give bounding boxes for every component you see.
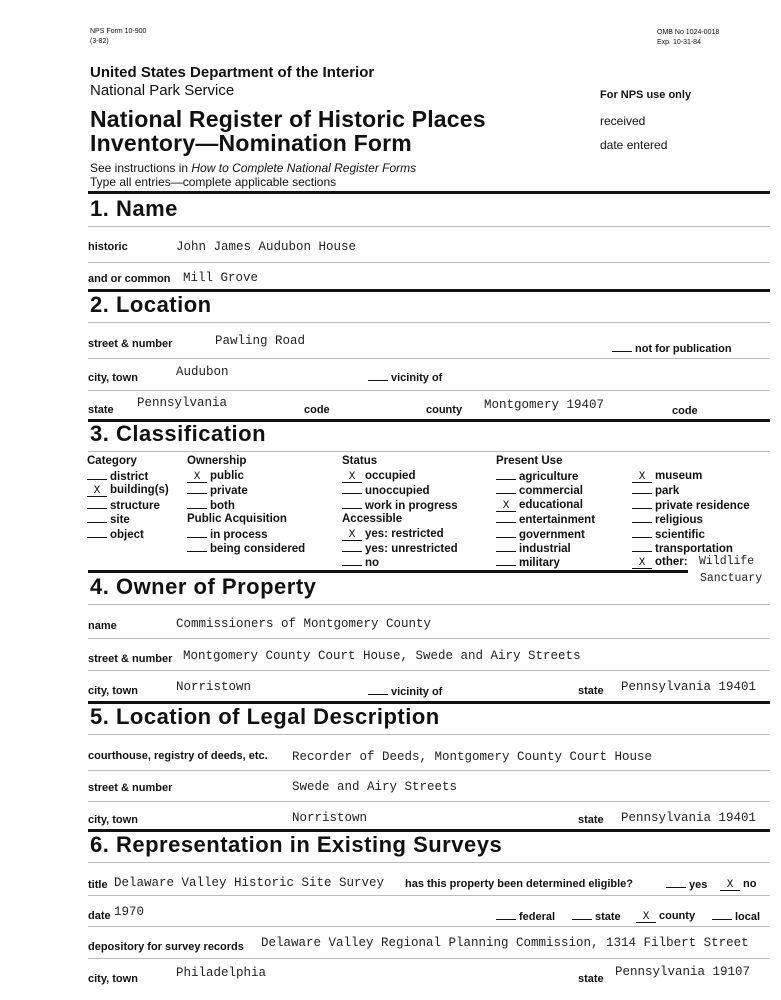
checkbox-acquisition-in-process[interactable] xyxy=(187,528,268,541)
received-label: received xyxy=(600,114,646,128)
level-local[interactable] xyxy=(712,910,760,923)
owner-city-label: city, town xyxy=(88,685,138,697)
checkbox-use-entertainment[interactable] xyxy=(496,513,595,526)
check-mark xyxy=(496,513,516,523)
checkbox-label: public xyxy=(210,470,244,482)
status-heading: Status xyxy=(342,455,378,467)
check-mark xyxy=(632,499,652,509)
checkbox-ownership-private[interactable] xyxy=(187,484,248,497)
checkbox-label: industrial xyxy=(519,543,571,555)
checkbox-category-structure[interactable] xyxy=(87,499,160,512)
check-mark xyxy=(87,470,107,480)
nps-use-only: For NPS use only xyxy=(600,89,692,101)
checkbox-ownership-both[interactable] xyxy=(187,499,235,512)
checkbox-use-industrial[interactable] xyxy=(496,542,571,555)
county-level-label: county xyxy=(659,910,696,922)
checkbox-label: educational xyxy=(519,498,583,511)
check-mark xyxy=(187,542,207,552)
checkbox-category-district[interactable] xyxy=(87,470,148,483)
checkbox-label: object xyxy=(110,528,144,541)
check-mark: X xyxy=(496,502,516,512)
vicinity-label: vicinity of xyxy=(391,372,443,384)
yes-label: yes xyxy=(689,879,708,891)
survey-city-field[interactable]: Philadelphia xyxy=(176,966,267,980)
owner-name-label: name xyxy=(88,620,117,632)
legal-state-label: state xyxy=(578,814,604,826)
checkbox-label: occupied xyxy=(365,470,416,482)
checkbox-accessible-no[interactable] xyxy=(342,556,379,569)
divider xyxy=(88,734,770,735)
owner-street-label: street & number xyxy=(88,653,173,665)
divider xyxy=(88,801,770,802)
checkbox-label: scientific xyxy=(655,528,705,541)
check-mark xyxy=(496,484,516,494)
check-mark: X xyxy=(632,473,652,483)
county-label: county xyxy=(426,404,463,416)
other-use-value-2[interactable]: Sanctuary xyxy=(700,572,763,585)
divider xyxy=(88,895,770,896)
divider xyxy=(88,638,770,639)
checkbox-use-park[interactable] xyxy=(632,484,679,497)
code-label: code xyxy=(304,404,330,416)
divider xyxy=(88,604,770,605)
divider xyxy=(88,226,770,227)
section-1-heading: 1. Name xyxy=(90,196,178,221)
survey-state-label: state xyxy=(578,973,604,985)
check-mark xyxy=(496,470,516,480)
checkbox-use-scientific[interactable] xyxy=(632,528,705,541)
checkbox-category-object[interactable] xyxy=(87,528,144,541)
owner-name-field[interactable]: Commissioners of Montgomery County xyxy=(176,617,432,631)
code-label-2: code xyxy=(672,405,698,417)
city-field[interactable]: Audubon xyxy=(176,365,229,379)
checkbox-use-military[interactable] xyxy=(496,556,560,569)
survey-date-label: date xyxy=(88,910,111,922)
check-mark xyxy=(342,542,362,552)
date-entered-label: date entered xyxy=(600,138,668,152)
divider xyxy=(88,358,770,359)
check-mark xyxy=(342,499,362,509)
checkbox-label: commercial xyxy=(519,485,583,498)
survey-title-label: title xyxy=(88,879,108,891)
checkbox-use-religious[interactable] xyxy=(632,513,703,526)
vicinity[interactable] xyxy=(368,371,442,384)
accessible-heading: Accessible xyxy=(342,513,403,526)
omb-number: OMB No 1024-0018 xyxy=(657,29,720,36)
divider xyxy=(88,390,770,391)
checkbox-label: other: xyxy=(655,556,688,569)
check-mark xyxy=(496,542,516,552)
section-2-heading: 2. Location xyxy=(90,292,212,317)
checkbox-use-commercial[interactable] xyxy=(496,484,583,497)
check-mark xyxy=(187,484,207,494)
checkbox-use-other[interactable] xyxy=(632,556,688,569)
checkbox-label: military xyxy=(519,557,560,570)
eligible-yes[interactable] xyxy=(666,878,707,891)
form-subtitle: Inventory—Nomination Form xyxy=(90,130,412,156)
checkbox-label: both xyxy=(210,499,235,512)
no-mark: X xyxy=(720,881,740,891)
eligible-no[interactable] xyxy=(720,878,756,891)
historic-name-field[interactable]: John James Audubon House xyxy=(176,240,357,254)
checkbox-use-educational[interactable] xyxy=(496,499,583,512)
street-label: street & number xyxy=(88,338,173,350)
form-revision: (3-82) xyxy=(90,38,109,45)
checkbox-label: unoccupied xyxy=(365,485,430,498)
local-label: local xyxy=(735,911,761,923)
courthouse-label: courthouse, registry of deeds, etc. xyxy=(88,750,268,762)
federal-label: federal xyxy=(519,911,556,923)
checkbox-ownership-public[interactable] xyxy=(187,470,244,483)
owner-street-field[interactable]: Montgomery County Court House, Swede and Airy Streets xyxy=(183,649,581,663)
service: National Park Service xyxy=(90,82,235,99)
legal-city-field[interactable]: Norristown xyxy=(292,811,368,825)
form-number: NPS Form 10-900 xyxy=(90,28,147,35)
state-label: state xyxy=(88,404,114,416)
common-name-field[interactable]: Mill Grove xyxy=(183,271,259,285)
form-title: National Register of Historic Places xyxy=(90,106,486,132)
other-use-value[interactable]: Wildlife xyxy=(699,555,755,569)
no-label: no xyxy=(743,878,757,890)
legal-street-label: street & number xyxy=(88,782,173,794)
survey-city-label: city, town xyxy=(88,973,138,985)
checkbox-category-site[interactable] xyxy=(87,513,130,526)
checkbox-label: structure xyxy=(110,499,160,512)
checkbox-label: private xyxy=(210,485,248,498)
checkbox-label: museum xyxy=(655,470,703,482)
check-mark xyxy=(496,528,516,538)
checkbox-label: building(s) xyxy=(110,484,169,497)
check-mark xyxy=(342,484,362,494)
checkbox-status-work-in-progress[interactable] xyxy=(342,499,458,512)
instructions-2: Type all entries—complete applicable sections xyxy=(90,175,337,189)
county-field[interactable]: Montgomery 19407 xyxy=(484,398,605,412)
instructions-ref: How to Complete National Register Forms xyxy=(191,161,417,175)
present-use-heading: Present Use xyxy=(496,455,563,467)
ownership-heading: Ownership xyxy=(187,455,247,467)
courthouse-field[interactable]: Recorder of Deeds, Montgomery County Court House xyxy=(292,750,653,764)
legal-city-label: city, town xyxy=(88,814,138,826)
common-name-label: and or common xyxy=(88,273,171,285)
checkbox-use-agriculture[interactable] xyxy=(496,470,578,483)
section-3-heading: 3. Classification xyxy=(90,421,267,446)
owner-state-label: state xyxy=(578,685,604,697)
not-for-publication[interactable] xyxy=(612,342,732,355)
instructions xyxy=(90,161,416,175)
checkbox-label: park xyxy=(655,485,680,498)
checkbox-label: yes: unrestricted xyxy=(365,543,458,555)
check-mark xyxy=(187,528,207,538)
checkbox-label: site xyxy=(110,514,130,527)
checkbox-label: private residence xyxy=(655,499,750,512)
level-county[interactable] xyxy=(636,910,695,923)
department: United States Department of the Interior xyxy=(90,64,375,81)
check-mark xyxy=(342,556,362,566)
acquisition-heading: Public Acquisition xyxy=(187,513,287,526)
owner-vicinity[interactable] xyxy=(368,685,442,698)
checkbox-label: government xyxy=(519,528,585,541)
check-mark xyxy=(87,499,107,509)
checkbox-status-unoccupied[interactable] xyxy=(342,484,430,497)
divider xyxy=(88,262,770,263)
check-mark: X xyxy=(342,473,362,483)
check-mark: X xyxy=(187,473,207,483)
expiration: Exp. 10-31-84 xyxy=(657,39,701,46)
depository-field[interactable]: Delaware Valley Regional Planning Commission, 1314 Filbert Street xyxy=(261,936,749,950)
check-mark xyxy=(632,542,652,552)
owner-state-field[interactable]: Pennsylvania 19401 xyxy=(621,680,757,694)
check-mark: X xyxy=(87,487,107,497)
city-label: city, town xyxy=(88,372,138,384)
divider xyxy=(88,958,770,959)
divider xyxy=(88,570,688,573)
depository-label: depository for survey records xyxy=(88,941,244,953)
checkbox-label: agriculture xyxy=(519,471,579,483)
survey-date-field[interactable]: 1970 xyxy=(114,905,145,919)
checkbox-label: no xyxy=(365,557,380,570)
section-6-heading: 6. Representation in Existing Surveys xyxy=(90,832,503,857)
eligible-question: has this property been determined eligible? xyxy=(405,878,633,890)
divider xyxy=(88,770,770,771)
check-mark: X xyxy=(342,531,362,541)
check-mark xyxy=(632,513,652,523)
checkbox-use-transportation[interactable] xyxy=(632,542,733,555)
divider xyxy=(88,926,770,927)
check-mark: X xyxy=(632,559,652,569)
state-level-label: state xyxy=(595,911,621,923)
legal-state-field[interactable]: Pennsylvania 19401 xyxy=(621,811,757,825)
checkbox-label: transportation xyxy=(655,543,733,555)
checkbox-accessible-yes-restricted[interactable] xyxy=(342,528,444,541)
instructions-text: See instructions in xyxy=(90,161,192,175)
check-mark xyxy=(496,556,516,566)
street-field[interactable]: Pawling Road xyxy=(215,334,306,348)
level-federal[interactable] xyxy=(496,910,555,923)
checkbox-label: entertainment xyxy=(519,514,596,527)
owner-city-field[interactable]: Norristown xyxy=(176,680,252,694)
section-5-heading: 5. Location of Legal Description xyxy=(90,704,440,729)
divider xyxy=(88,862,770,863)
legal-street-field[interactable]: Swede and Airy Streets xyxy=(292,780,458,794)
checkbox-category-building-s[interactable] xyxy=(87,484,169,497)
check-mark xyxy=(187,499,207,509)
checkbox-label: work in progress xyxy=(365,499,458,512)
divider xyxy=(88,670,770,671)
divider xyxy=(88,191,770,194)
category-heading: Category xyxy=(87,455,137,467)
check-mark xyxy=(632,528,652,538)
level-state[interactable] xyxy=(572,910,621,923)
checkbox-label: religious xyxy=(655,514,703,527)
checkbox-acquisition-being-considered[interactable] xyxy=(187,542,305,555)
survey-state-field[interactable]: Pennsylvania 19107 xyxy=(615,965,751,979)
check-mark xyxy=(632,484,652,494)
divider xyxy=(88,322,770,323)
check-mark xyxy=(87,513,107,523)
checkbox-use-museum[interactable] xyxy=(632,470,702,483)
checkbox-use-private-residence[interactable] xyxy=(632,499,750,512)
checkbox-label: district xyxy=(110,471,149,483)
historic-label: historic xyxy=(88,241,128,253)
section-4-heading: 4. Owner of Property xyxy=(90,574,317,599)
divider xyxy=(88,451,770,452)
not-for-publication-label: not for publication xyxy=(635,343,732,355)
checkbox-accessible-yes-unrestricted[interactable] xyxy=(342,542,458,555)
checkbox-use-government[interactable] xyxy=(496,528,585,541)
checkbox-label: yes: restricted xyxy=(365,527,444,540)
state-field[interactable]: Pennsylvania xyxy=(137,396,228,410)
vicinity-label: vicinity of xyxy=(391,686,443,698)
checkbox-label: being considered xyxy=(210,543,306,555)
check-mark xyxy=(87,528,107,538)
survey-title-field[interactable]: Delaware Valley Historic Site Survey xyxy=(114,876,385,890)
checkbox-label: in process xyxy=(210,528,268,541)
checkbox-status-occupied[interactable] xyxy=(342,470,415,483)
county-mark: X xyxy=(636,913,656,923)
